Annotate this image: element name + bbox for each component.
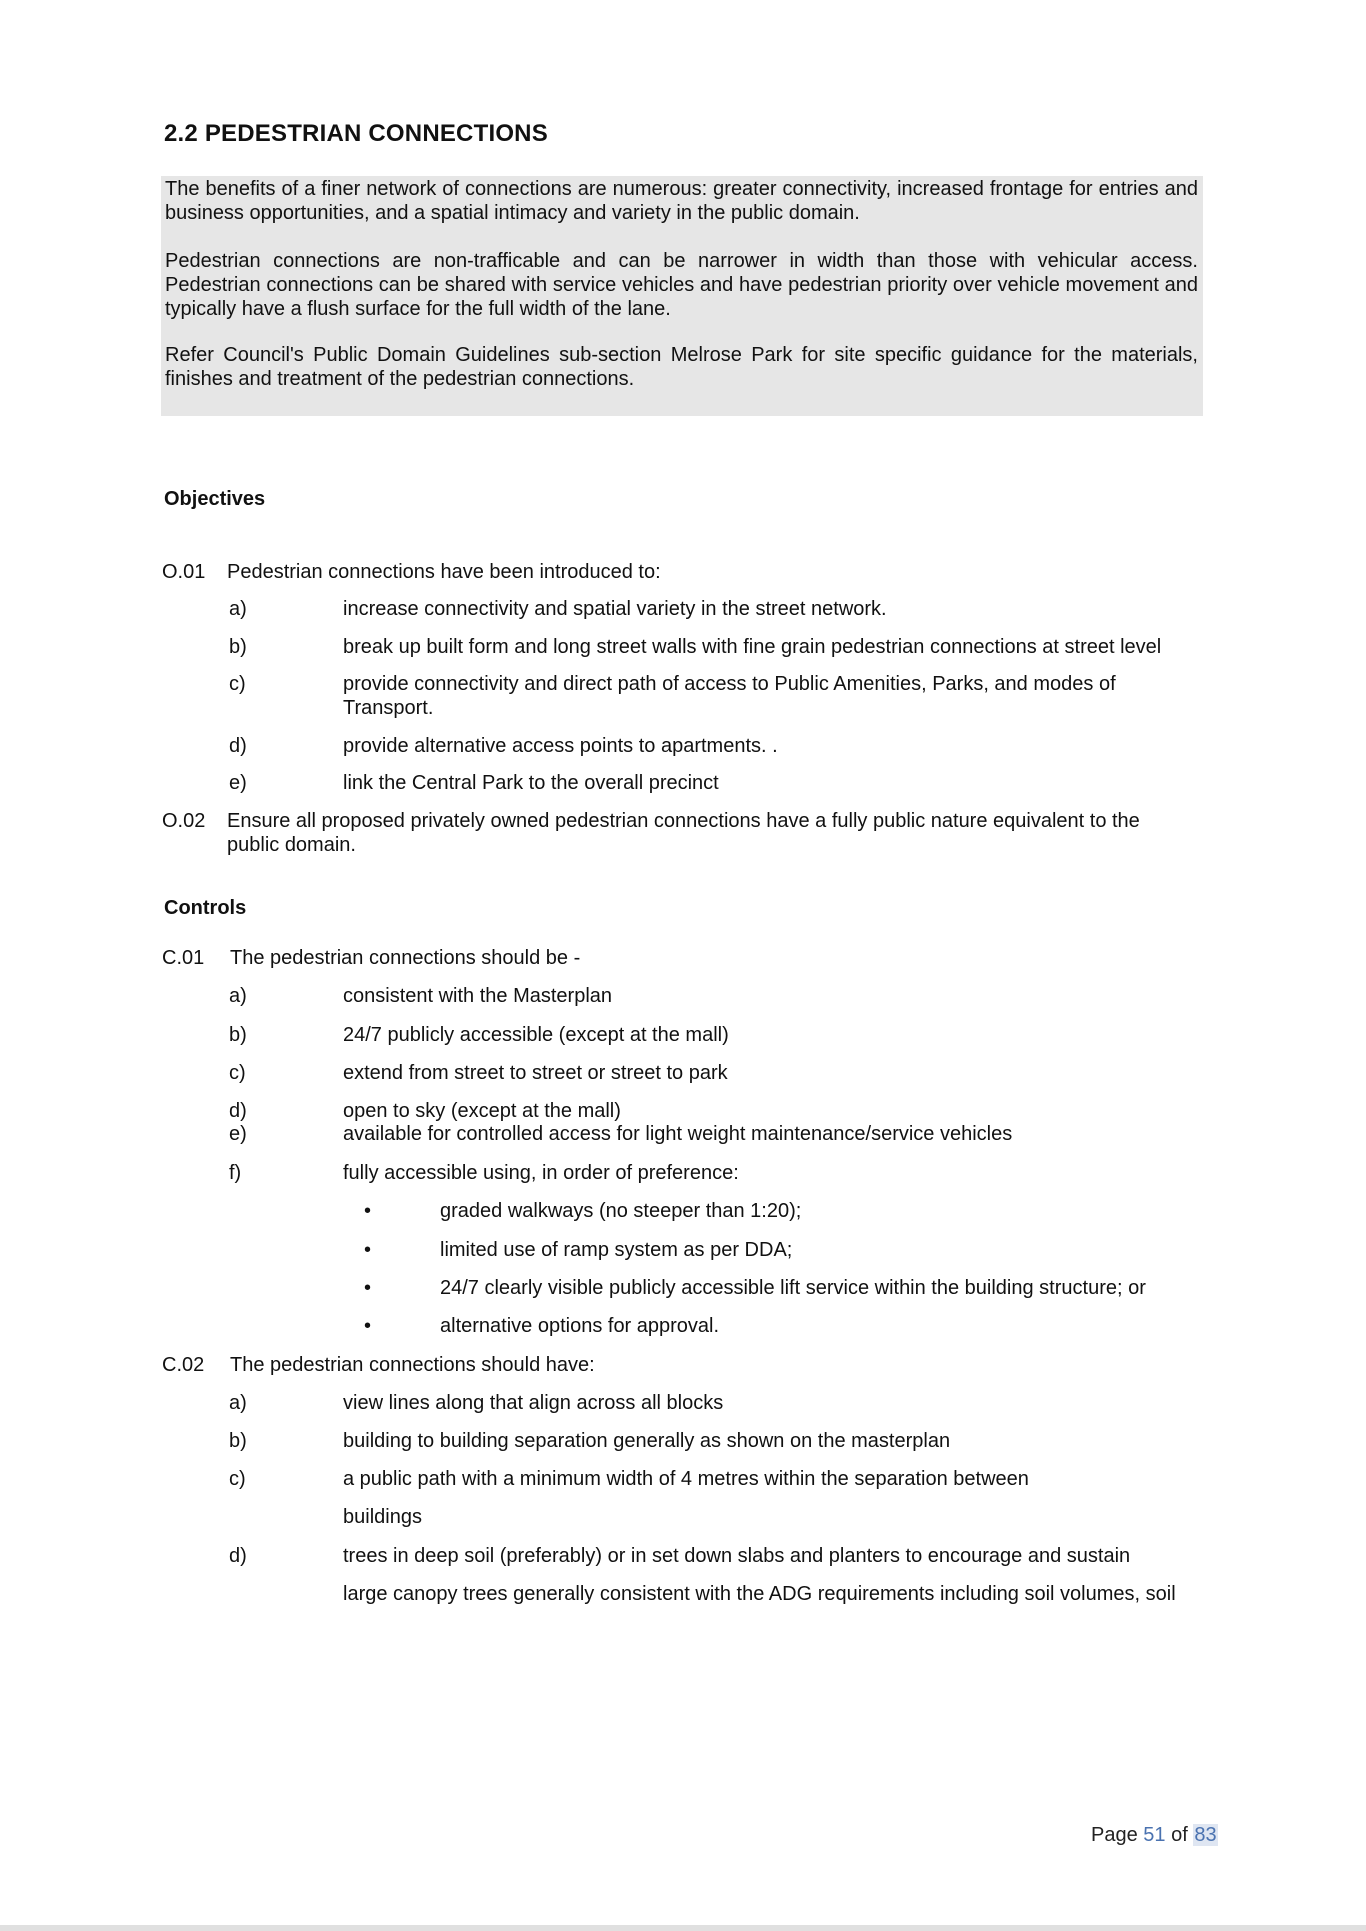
list-item-letter: e): [229, 772, 247, 794]
list-item-letter: a): [229, 985, 247, 1007]
list-item-text: provide connectivity and direct path of access to Public Amenities, Parks, and modes of Transport.: [343, 673, 1116, 719]
bullet-item-text: limited use of ramp system as per DDA;: [440, 1239, 793, 1261]
list-item-letter: d): [229, 735, 247, 757]
list-item-text: link the Central Park to the overall precinct: [343, 772, 719, 794]
objective-number: O.01: [162, 561, 206, 583]
list-item-text: open to sky (except at the mall): [343, 1100, 621, 1122]
objective-text: Ensure all proposed privately owned pedestrian connections have a fully public nature equivalent to the public domain.: [227, 810, 1140, 856]
intro-paragraph-2: Pedestrian connections are non-trafficable and can be narrower in width than those with vehicular access. Pedestrian connections can be shared with service vehicles and have pedestrian priority over vehicle movement and typically have a flush surface for the full width of the lane.: [165, 250, 1198, 320]
list-item-letter: c): [229, 1468, 246, 1490]
list-item-letter: c): [229, 673, 246, 695]
control-number: C.01: [162, 947, 205, 969]
control-text: The pedestrian connections should have:: [230, 1354, 595, 1376]
list-item-letter: d): [229, 1100, 247, 1122]
control-number: C.02: [162, 1354, 205, 1376]
list-item-text: break up built form and long street walls with fine grain pedestrian connections at street level: [343, 636, 1162, 658]
list-item-letter: b): [229, 636, 247, 658]
intro-paragraph-1: The benefits of a finer network of connections are numerous: greater connectivity, increased frontage for entries and business opportunities, and a spatial intimacy and variety in the public domain.: [165, 178, 1198, 224]
list-item-letter: e): [229, 1123, 247, 1145]
list-item-text: a public path with a minimum width of 4 metres within the separation between: [343, 1468, 1029, 1490]
list-item-letter: b): [229, 1024, 247, 1046]
list-item-text: 24/7 publicly accessible (except at the mall): [343, 1024, 729, 1046]
list-item-text: fully accessible using, in order of preference:: [343, 1162, 739, 1184]
list-item-text-continued: large canopy trees generally consistent with the ADG requirements including soil volumes, soil: [343, 1583, 1176, 1605]
page-word: Page: [1091, 1824, 1138, 1846]
list-item-text: building to building separation generally as shown on the masterplan: [343, 1430, 951, 1452]
page-bottom-edge: [0, 1925, 1366, 1931]
list-item-text: extend from street to street or street to park: [343, 1062, 728, 1084]
list-item-text: trees in deep soil (preferably) or in set down slabs and planters to encourage and sustain: [343, 1545, 1131, 1567]
list-item-letter: f): [229, 1162, 242, 1184]
bullet-item-text: graded walkways (no steeper than 1:20);: [440, 1200, 802, 1222]
list-item-letter: a): [229, 598, 247, 620]
list-item-text: view lines along that align across all blocks: [343, 1392, 724, 1414]
objectives-heading: Objectives: [164, 488, 266, 510]
bullet-point: •: [364, 1277, 372, 1299]
bullet-point: •: [364, 1315, 372, 1337]
objective-number: O.02: [162, 810, 206, 832]
list-item-letter: b): [229, 1430, 247, 1452]
bullet-item-text: 24/7 clearly visible publicly accessible lift service within the building structure; or: [440, 1277, 1146, 1299]
list-item-letter: a): [229, 1392, 247, 1414]
bullet-point: •: [364, 1239, 372, 1261]
bullet-item-text: alternative options for approval.: [440, 1315, 720, 1337]
list-item-text: consistent with the Masterplan: [343, 985, 613, 1007]
controls-heading: Controls: [164, 897, 247, 919]
of-word: of: [1171, 1824, 1188, 1846]
total-pages: 83: [1194, 1824, 1217, 1846]
page-number: 51: [1143, 1824, 1166, 1846]
list-item-text-continued: buildings: [343, 1506, 422, 1528]
list-item-text: available for controlled access for light weight maintenance/service vehicles: [343, 1123, 1013, 1145]
bullet-point: •: [364, 1200, 372, 1222]
control-text: The pedestrian connections should be -: [230, 947, 581, 969]
list-item-text: provide alternative access points to apartments. .: [343, 735, 778, 757]
list-item-letter: c): [229, 1062, 246, 1084]
objective-text: Pedestrian connections have been introduced to:: [227, 561, 661, 583]
list-item-text: increase connectivity and spatial variety in the street network.: [343, 598, 887, 620]
section-title: 2.2 PEDESTRIAN CONNECTIONS: [164, 120, 548, 147]
page-footer: [1091, 1824, 1218, 1847]
intro-paragraph-3: Refer Council's Public Domain Guidelines sub-section Melrose Park for site specific guidance for the materials, finishes and treatment of the pedestrian connections.: [165, 344, 1198, 390]
list-item-letter: d): [229, 1545, 247, 1567]
